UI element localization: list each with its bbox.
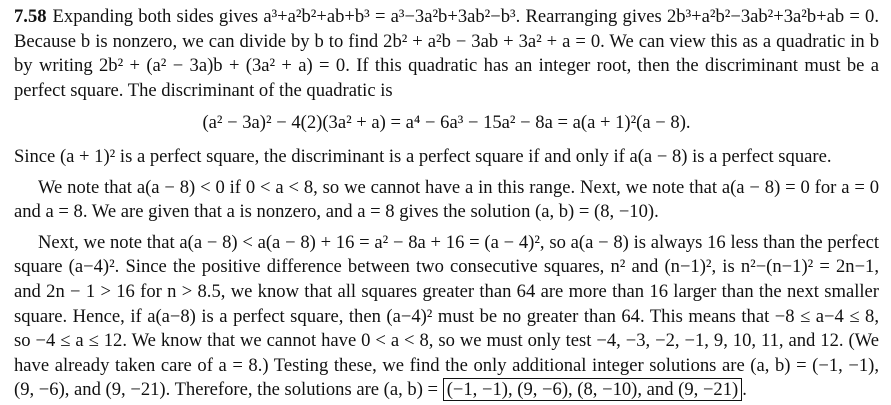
boxed-answer: (−1, −1), (9, −6), (8, −10), and (9, −21) <box>443 378 743 401</box>
paragraph-bound <box>14 231 879 403</box>
final-period: . <box>742 379 747 401</box>
paragraph-perfect-square: Since (a + 1)² is a perfect square, the discriminant is a perfect square if and only if a(a − 8) is a perfect square. <box>14 145 832 167</box>
paragraph-intro-text: Expanding both sides gives a³+a²b²+ab+b³ = a³−3a²b+3ab²−b³. Rearranging gives 2b³+a²b²−3ab²+3a²b+ab = 0. Because b is nonzero, we can divide by b to find 2b² + a²b − 3ab + 3a² + a = 0. We can view this as a quadratic in b by writing 2b² + (a² − 3a)b + (3a² + a) = 0. If this quadratic has an integer root, then the discriminant must be a perfect square. The discriminant of the quadratic is <box>14 6 879 101</box>
paragraph-bound-text: Next, we note that a(a − 8) < a(a − 8) + 16 = a² − 8a + 16 = (a − 4)², so a(a − 8) is always 16 less than the perfect square (a−4)². Since the positive difference between two consecutive squares, n² and (n−1)², is n²−(n−1)² = 2n−1, and 2n − 1 > 16 for n > 8.5, we know that all squares greater than 64 are more than 16 larger than the next smaller square. Hence, if a(a−8) is a perfect square, then (a−4)² must be no greater than 64. This means that −8 ≤ a−4 ≤ 8, so −4 ≤ a ≤ 12. We know that we cannot have 0 < a < 8, so we must only test −4, −3, −2, −1, 9, 10, 11, and 12. (We have already taken care of a = 8.) Testing these, we find the only additional integer solutions are (a, b) = (−1, −1), (9, −6), and (9, −21). Therefore, the solutions are (a, b) = <box>14 231 879 401</box>
paragraph-range: We note that a(a − 8) < 0 if 0 < a < 8, so we cannot have a in this range. Next, we note that a(a − 8) = 0 for a = 0 and a = 8. We are given that a is nonzero, and a = 8 gives the solution (a, b) = (8, −10). <box>14 176 879 223</box>
paragraph-intro <box>14 5 879 103</box>
problem-number: 7.58 <box>14 6 47 27</box>
display-equation: (a² − 3a)² − 4(2)(3a² + a) = a⁴ − 6a³ − 15a² − 8a = a(a + 1)²(a − 8). <box>202 112 691 134</box>
